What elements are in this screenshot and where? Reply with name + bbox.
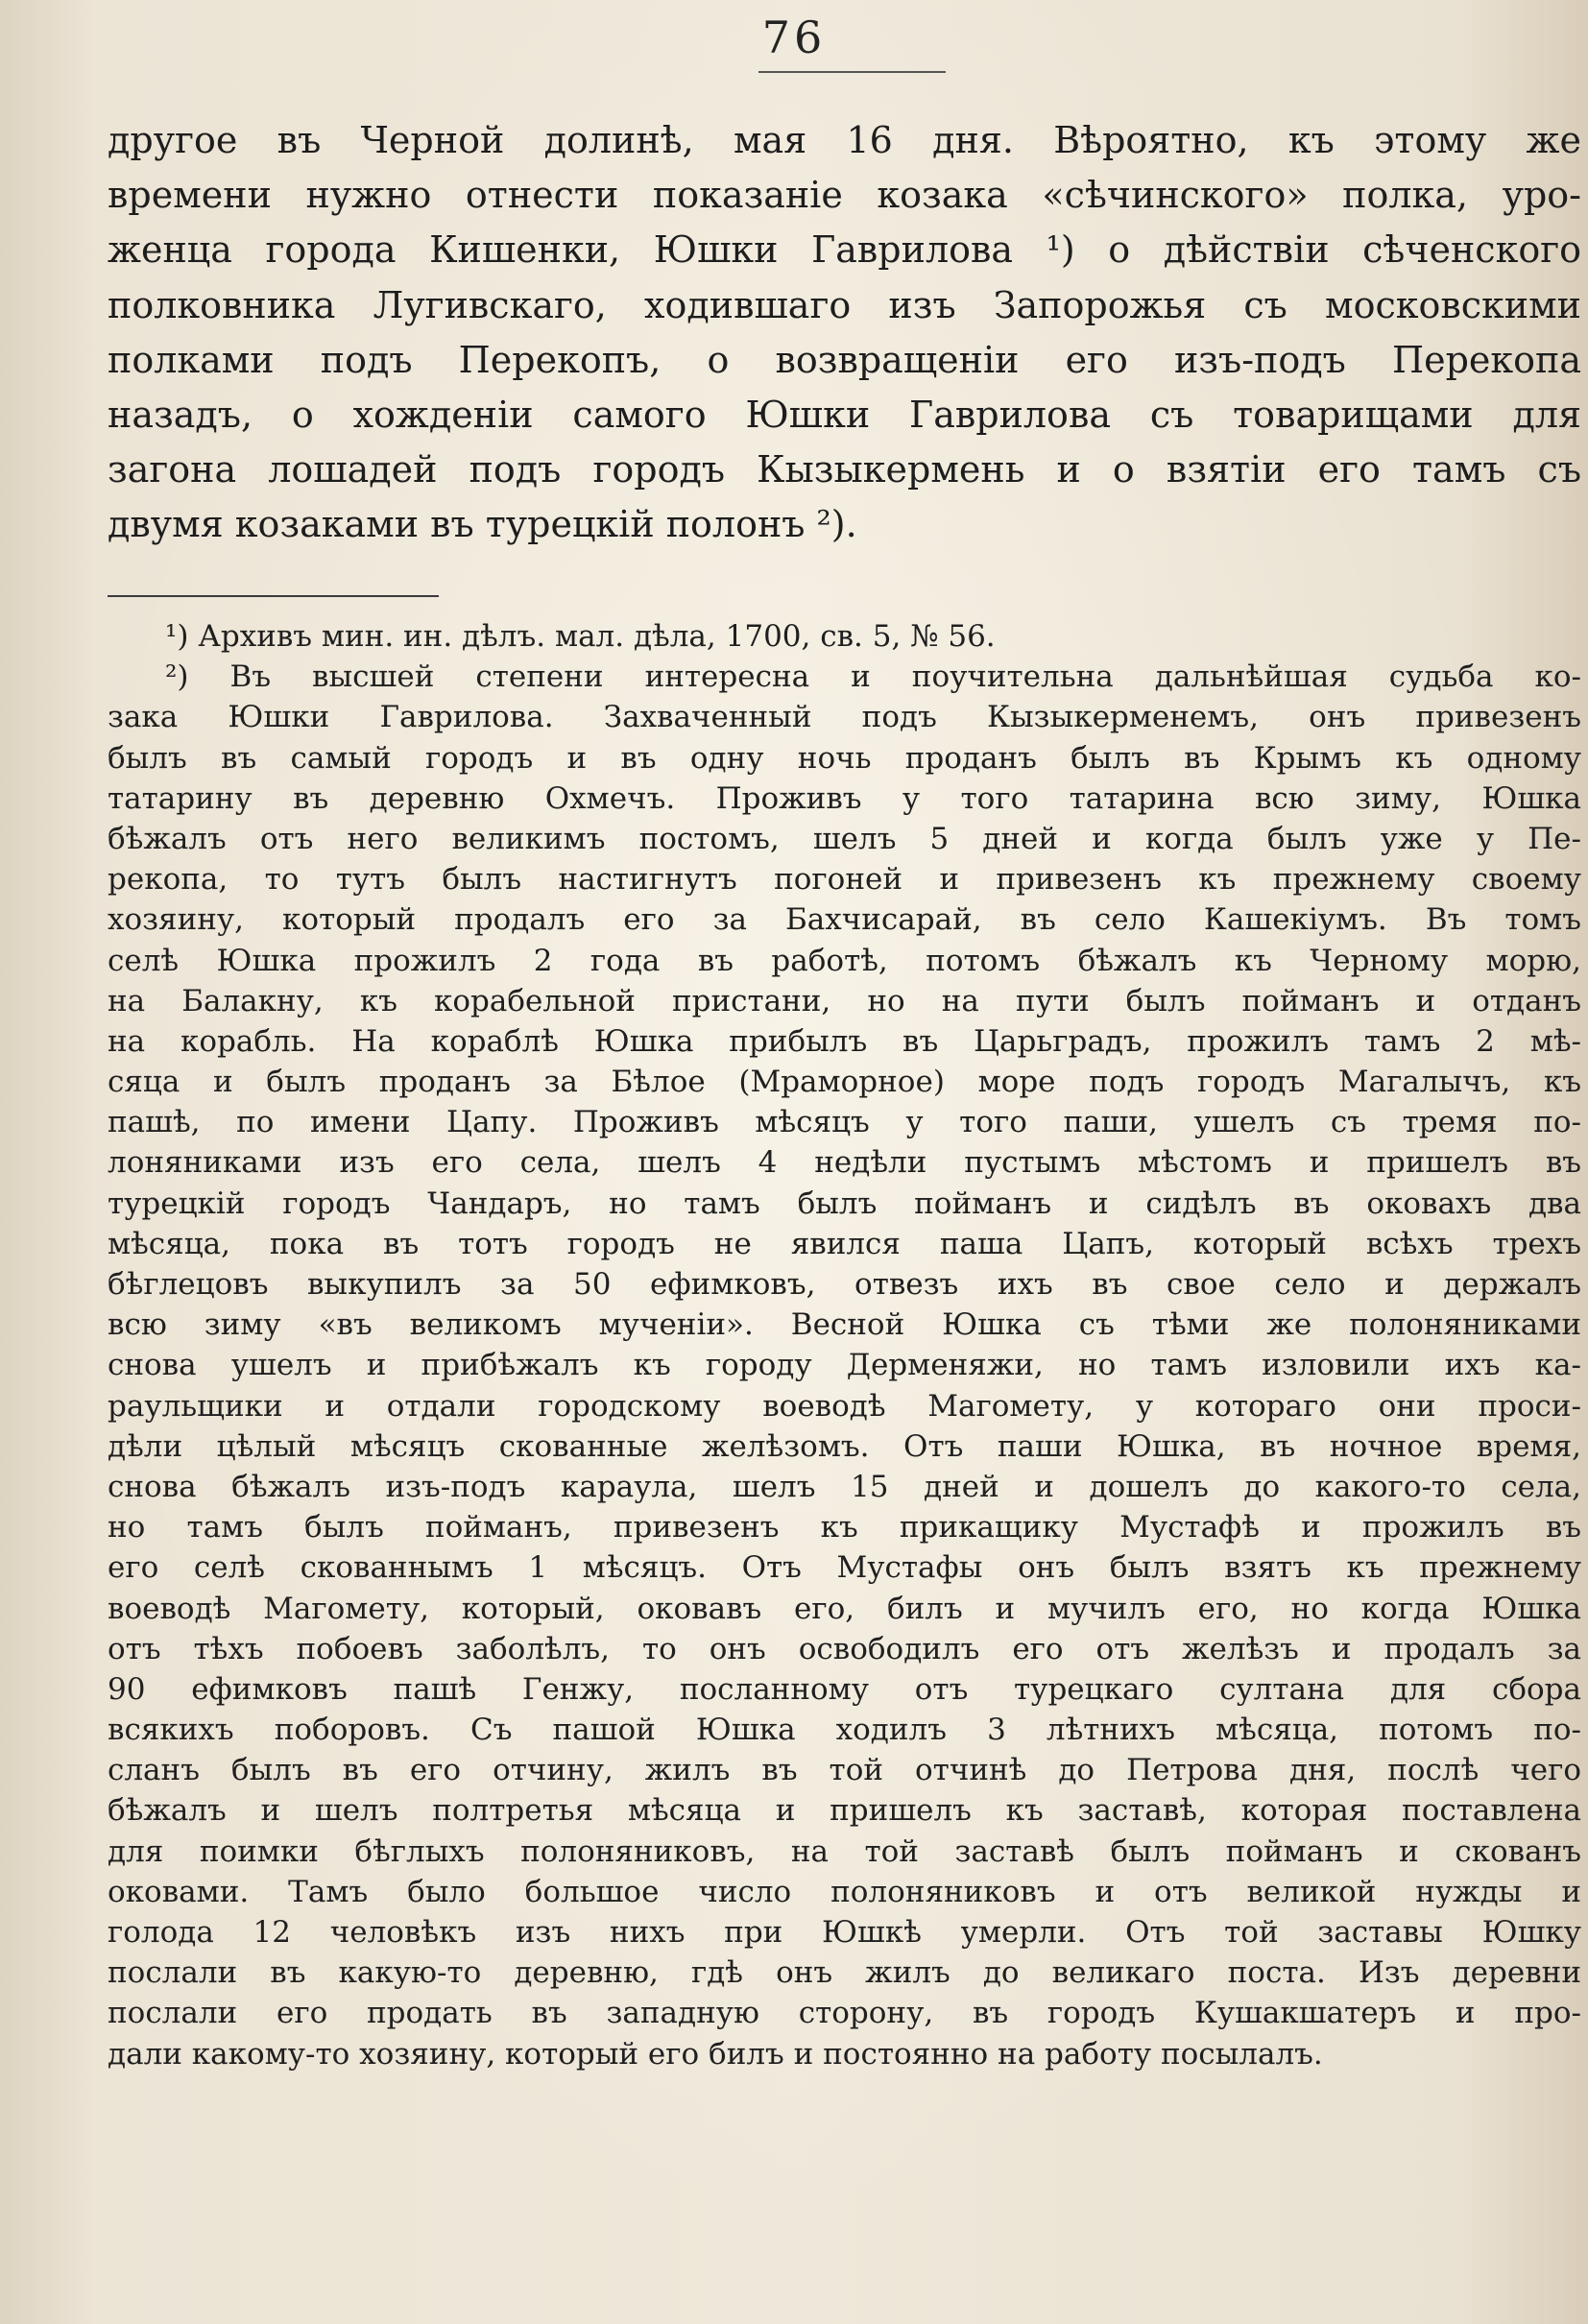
- footnote-2-line: всякихъ поборовъ. Съ пашой Юшка ходилъ 3 лѣтнихъ мѣсяца, потомъ по-: [108, 1713, 1581, 1748]
- footnote-2-line: дѣли цѣлый мѣсяцъ скованные желѣзомъ. Отъ паши Юшка, въ ночное время,: [108, 1428, 1581, 1464]
- footnote-2-line: турецкій городъ Чандаръ, но тамъ былъ пойманъ и сидѣлъ въ оковахъ два: [108, 1186, 1581, 1221]
- footnote-2-line: селѣ Юшка прожилъ 2 года въ работѣ, потомъ бѣжалъ къ Черному морю,: [108, 943, 1581, 978]
- main-text-line: полками подъ Перекопъ, о возвращеніи его изъ-подъ Перекопа: [108, 338, 1581, 381]
- footnote-2-line: бѣжалъ и шелъ полтретья мѣсяца и пришелъ къ заставѣ, которая поставлена: [108, 1793, 1581, 1829]
- main-text-line: времени нужно отнести показаніе козака «сѣчинского» полка, уро-: [108, 174, 1581, 217]
- main-text-line: двумя козаками въ турецкій полонъ ²).: [108, 503, 857, 546]
- footnote-2-line: пашѣ, по имени Цапу. Проживъ мѣсяцъ у того паши, ушелъ съ тремя по-: [108, 1105, 1581, 1140]
- footnote-1-marker: ¹): [165, 619, 189, 654]
- footnote-2-line: татарину въ деревню Охмечъ. Проживъ у того татарина всю зиму, Юшка: [108, 780, 1581, 816]
- footnote-2-line: на корабль. На кораблѣ Юшка прибылъ въ Царьградъ, прожилъ тамъ 2 мѣ-: [108, 1023, 1581, 1059]
- header-rule: [758, 71, 946, 73]
- main-text-line: загона лошадей подъ городъ Кызыкермень и о взятіи его тамъ съ: [108, 448, 1581, 491]
- footnote-2-line: для поимки бѣглыхъ полоняниковъ, на той заставѣ былъ пойманъ и скованъ: [108, 1833, 1581, 1869]
- footnote-1: [108, 616, 1581, 657]
- footnote-2-line: всю зиму «въ великомъ мученіи». Весной Юшка съ тѣми же полоняниками: [108, 1307, 1581, 1343]
- main-text-line: полковника Лугивскаго, ходившаго изъ Запорожья съ московскими: [108, 283, 1581, 326]
- main-text-line: женца города Кишенки, Юшки Гаврилова ¹) о дѣйствіи сѣченского: [108, 228, 1581, 272]
- footnote-2-line: послали его продать въ западную сторону, въ городъ Кушакшатеръ и про-: [108, 1996, 1581, 2031]
- footnote-2-line: послали въ какую-то деревню, гдѣ онъ жилъ до великаго поста. Изъ деревни: [108, 1955, 1581, 1991]
- footnote-2-line: снова бѣжалъ изъ-подъ караула, шелъ 15 дней и дошелъ до какого-то села,: [108, 1469, 1581, 1504]
- footnote-2-line: отъ тѣхъ побоевъ заболѣлъ, то онъ освободилъ его отъ желѣзъ и продалъ за: [108, 1631, 1581, 1666]
- footnote-1-text: Архивъ мин. ин. дѣлъ. мал. дѣла, 1700, св. 5, № 56.: [188, 619, 996, 654]
- footnote-2-line: голода 12 человѣкъ изъ нихъ при Юшкѣ умерли. Отъ той заставы Юшку: [108, 1915, 1581, 1950]
- footnote-2-line: раульщики и отдали городскому воеводѣ Магомету, у котораго они проси-: [108, 1388, 1581, 1424]
- footnote-2-line: былъ въ самый городъ и въ одну ночь проданъ былъ въ Крымъ къ одному: [108, 740, 1581, 776]
- footnote-2-line: хозяину, который продалъ его за Бахчисарай, въ село Кашекіумъ. Въ томъ: [108, 902, 1581, 938]
- page-number: 76: [761, 12, 827, 63]
- footnote-2-line: сланъ былъ въ его отчину, жилъ въ той отчинѣ до Петрова дня, послѣ чего: [108, 1753, 1581, 1788]
- footnote-2-line: ²) Въ высшей степени интересна и поучительна дальнѣйшая судьба ко-: [165, 659, 1581, 695]
- footnote-2-line: оковами. Тамъ было большое число полоняниковъ и отъ великой нужды и: [108, 1874, 1581, 1909]
- footnote-2-line: на Балакну, къ корабельной пристани, но на пути былъ пойманъ и отданъ: [108, 983, 1581, 1018]
- footnote-2-line: 90 ефимковъ пашѣ Генжу, посланному отъ турецкаго султана для сбора: [108, 1671, 1581, 1707]
- main-text-line: другое въ Черной долинѣ, мая 16 дня. Вѣроятно, къ этому же: [108, 119, 1581, 161]
- footnote-2-line: воеводѣ Магомету, который, оковавъ его, билъ и мучилъ его, но когда Юшка: [108, 1591, 1581, 1626]
- footnote-2-line: мѣсяца, пока въ тотъ городъ не явился паша Цапъ, который всѣхъ трехъ: [108, 1226, 1581, 1261]
- footnote-2-line: бѣглецовъ выкупилъ за 50 ефимковъ, отвезъ ихъ въ свое село и держалъ: [108, 1267, 1581, 1302]
- footnote-2-line: сяца и былъ проданъ за Бѣлое (Мраморное) море подъ городъ Магалычъ, къ: [108, 1065, 1581, 1100]
- footnote-rule: [108, 595, 439, 597]
- main-text-line: назадъ, о хожденіи самого Юшки Гаврилова съ товарищами для: [108, 393, 1581, 436]
- footnote-2-line: снова ушелъ и прибѣжалъ къ городу Дерменяжи, но тамъ изловили ихъ ка-: [108, 1348, 1581, 1383]
- footnote-2-line: бѣжалъ отъ него великимъ постомъ, шелъ 5 дней и когда былъ уже у Пе-: [108, 821, 1581, 856]
- footnote-2-line: лоняниками изъ его села, шелъ 4 недѣли пустымъ мѣстомъ и пришелъ въ: [108, 1145, 1581, 1181]
- footnote-2-line: рекопа, то тутъ былъ настигнутъ погоней и привезенъ къ прежнему своему: [108, 862, 1581, 898]
- footnotes: [108, 616, 1581, 2074]
- footnote-2-line: зака Юшки Гаврилова. Захваченный подъ Кызыкерменемъ, онъ привезенъ: [108, 700, 1581, 735]
- footnote-2-line: дали какому-то хозяину, который его билъ и постоянно на работу посылалъ.: [108, 2036, 1323, 2072]
- footnote-2-line: его селѣ скованнымъ 1 мѣсяцъ. Отъ Мустафы онъ былъ взятъ къ прежнему: [108, 1550, 1581, 1586]
- footnote-2-line: но тамъ былъ пойманъ, привезенъ къ прикащику Мустафѣ и прожилъ въ: [108, 1510, 1581, 1545]
- main-text: [108, 113, 1581, 553]
